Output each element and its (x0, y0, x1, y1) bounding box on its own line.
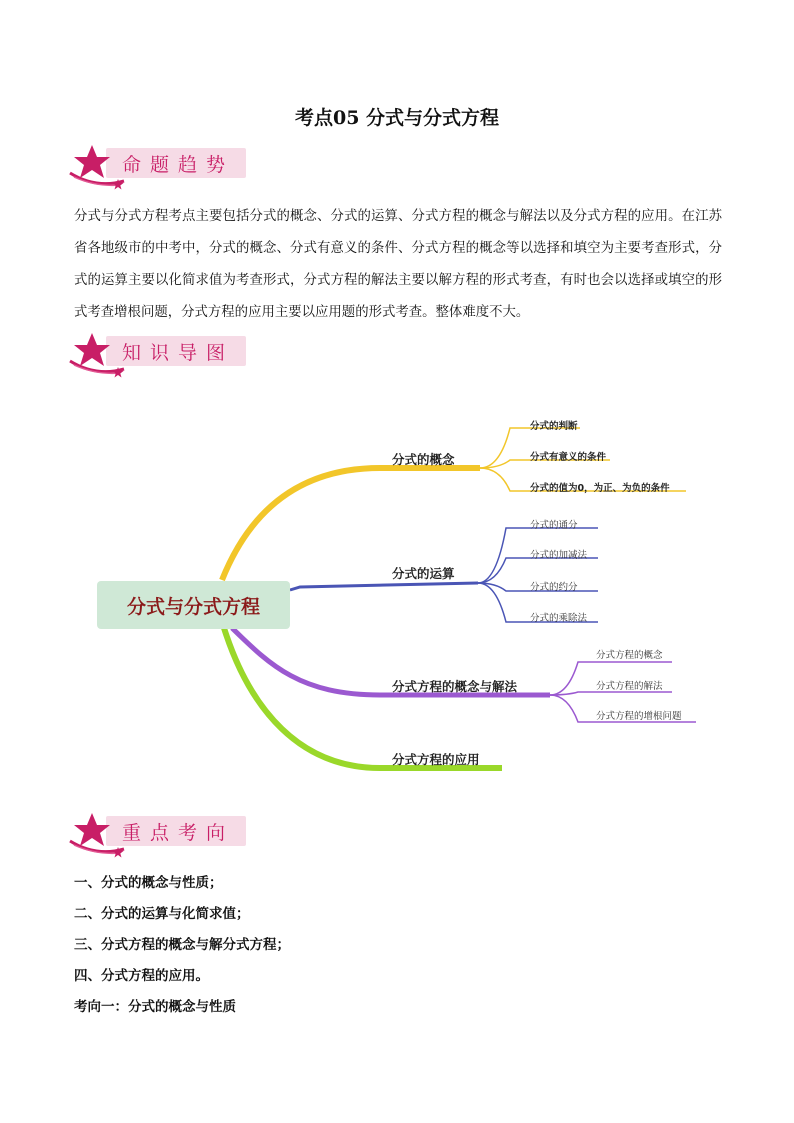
section-badge-map (66, 331, 250, 371)
section-title-map: 知识导图 (122, 342, 235, 364)
page-title: 考点05 分式与分式方程 (294, 107, 500, 129)
section-badge-focus (66, 811, 250, 851)
leaf-label: 分式的加减法 (530, 550, 588, 561)
star-icon (66, 331, 126, 381)
list-item: 二、分式的运算与化简求值； (74, 906, 250, 922)
section-title-trend: 命题趋势 (122, 154, 235, 176)
star-icon (66, 811, 126, 861)
leaf-label: 分式方程的增根问题 (596, 711, 682, 722)
branch-label-concept: 分式的概念 (392, 452, 455, 467)
branch-label-equation: 分式方程的概念与解法 (392, 679, 518, 694)
leaf-label: 分式的通分 (530, 520, 578, 531)
leaf-label: 分式的判断 (530, 421, 578, 432)
focus-list (74, 868, 290, 1023)
branch-line-operation (290, 583, 478, 590)
mind-map-center: 分式与分式方程 (97, 581, 290, 629)
leaf-label: 分式有意义的条件 (530, 452, 607, 463)
leaf-label: 分式方程的解法 (596, 681, 663, 692)
leaf-label: 分式方程的概念 (596, 650, 663, 661)
section-badge-trend (66, 143, 250, 183)
star-icon (66, 143, 126, 193)
leaf-label: 分式的约分 (530, 582, 578, 593)
branch-label-operation: 分式的运算 (392, 566, 455, 581)
list-item: 四、分式方程的应用。 (74, 968, 209, 984)
list-item: 三、分式方程的概念与解分式方程； (74, 937, 290, 953)
branch-line-application (224, 628, 502, 768)
section-title-focus: 重点考向 (122, 822, 235, 844)
mind-map (0, 380, 794, 800)
subsection-heading: 考向一：分式的概念与性质 (74, 999, 236, 1015)
branch-label-application: 分式方程的应用 (392, 752, 480, 767)
list-item: 一、分式的概念与性质； (74, 875, 223, 891)
trend-paragraph: 分式与分式方程考点主要包括分式的概念、分式的运算、分式方程的概念与解法以及分式方程的应用。在江苏省各地级市的中考中，分式的概念、分式有意义的条件、分式方程的概念等以选择和填空为主要考查形式，分式的运算主要以化简求值为考查形式，分式方程的解法主要以解方程的形式考查，有时也会以选择或填空的形式考查增根问题，分式方程的应用主要以应用题的形式考查。整体难度不大。 (74, 209, 722, 320)
leaf-label: 分式的值为0，为正、为负的条件 (530, 483, 670, 494)
leaf-label: 分式的乘除法 (530, 613, 588, 624)
